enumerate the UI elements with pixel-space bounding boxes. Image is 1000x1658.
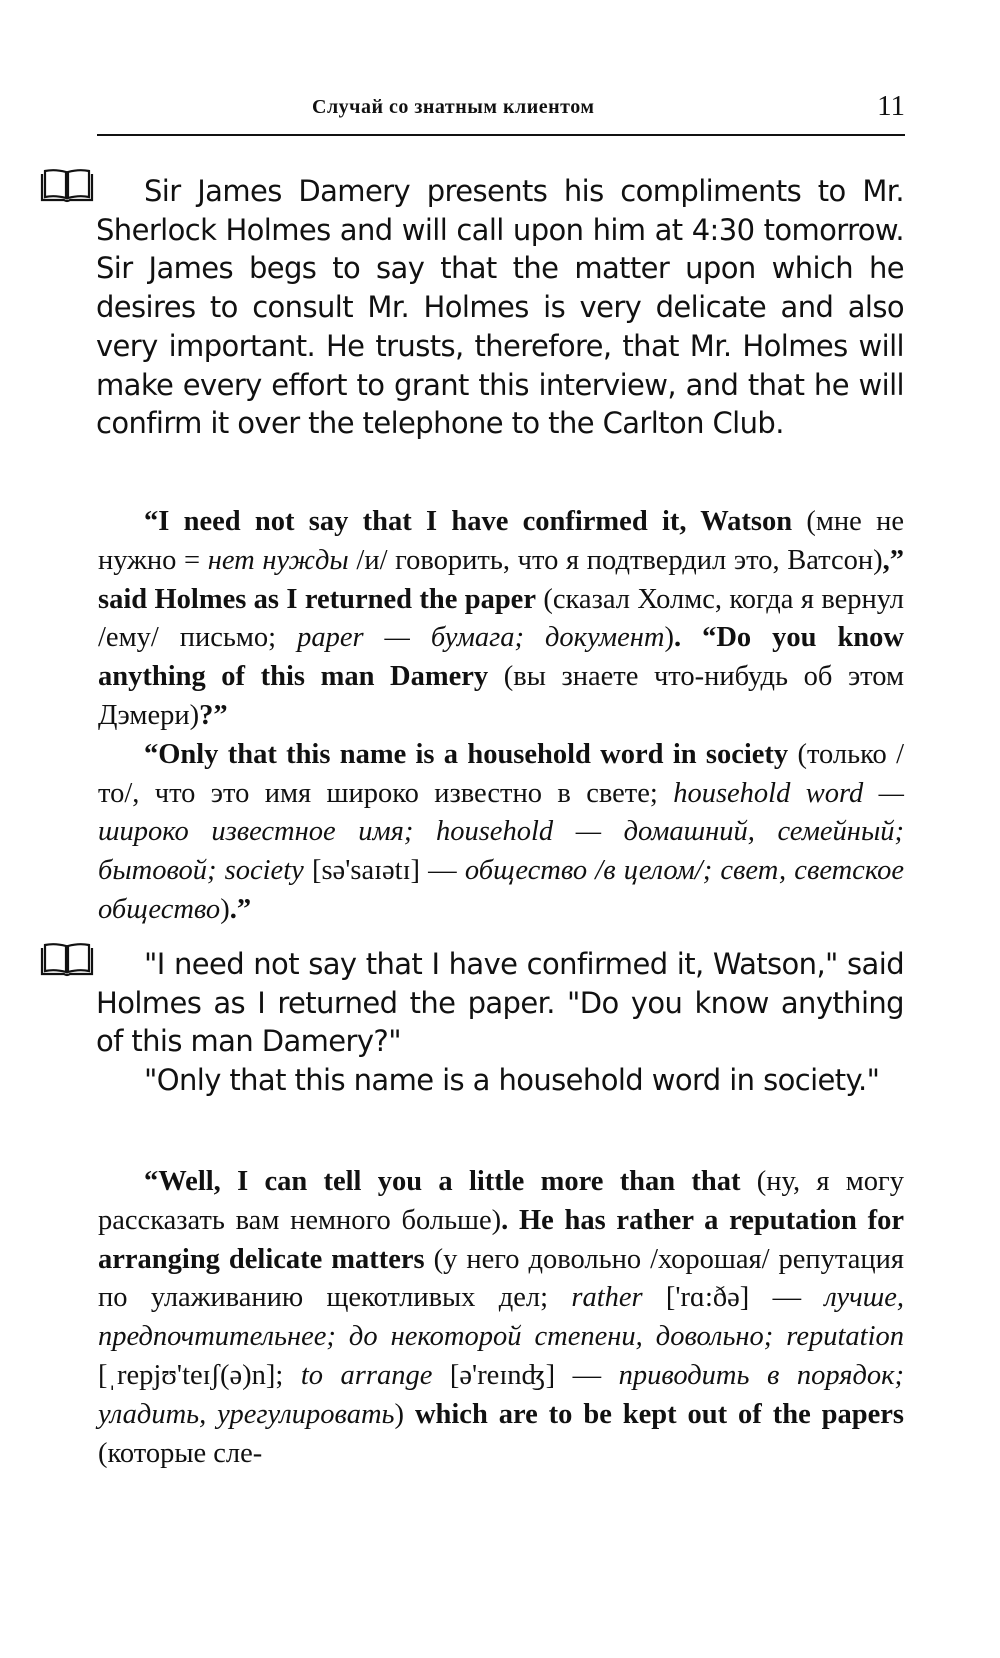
translation-text: (вы знаете что-нибудь об этом Дэмери): [98, 661, 905, 731]
gloss-text: нет нужды: [207, 544, 349, 576]
english-source-text: . He has rather a reputation for arranging delicate matters: [98, 1204, 904, 1275]
page-number: 11: [877, 90, 905, 122]
translation-text: ['rɑ:ðə] —: [642, 1282, 825, 1314]
running-header: [97, 92, 905, 136]
translation-text: (сказал Холмс, когда я вернул /ему/ письмо;: [98, 583, 904, 654]
translation-text: (мне не нужно =: [98, 506, 904, 576]
chapter-title: Случай со знатным клиентом: [312, 96, 595, 118]
english-source-text: “Only that this name is a household word in society: [144, 738, 789, 770]
english-source-text: .”: [229, 893, 252, 925]
annotated-paragraph: [98, 503, 904, 736]
english-source-text: “Well, I can tell you a little more than that: [144, 1166, 741, 1197]
gloss-text: paper — бумага; документ: [297, 622, 665, 654]
translation-text: ): [220, 893, 230, 925]
english-source-text: which are to be kept out of the papers: [414, 1398, 904, 1430]
translation-text: ): [394, 1398, 415, 1430]
gloss-text: rather: [571, 1282, 643, 1314]
translation-text: [ˌrepjʊ'teɪʃ(ə)n];: [98, 1359, 301, 1391]
gloss-text: household word — широко известное имя; household — домашний, семейный; бытовой; society: [98, 777, 904, 887]
english-source-text: ,” said Holmes as I returned the paper: [98, 544, 904, 615]
translation-text: (ну, я могу рассказать вам немного больше): [98, 1166, 904, 1236]
gloss-text: to arrange: [300, 1359, 433, 1391]
original-text-block-1: [96, 172, 904, 443]
gloss-text: общество /в целом/; свет, светское общество: [98, 855, 904, 925]
original-text-block-3: [96, 945, 904, 1100]
translation-text: /и/ говорить, что я подтвердил это, Ватсон): [348, 544, 883, 576]
annotated-paragraph: [98, 736, 904, 930]
english-source-text: ?”: [199, 699, 228, 731]
annotated-text-block-4: [98, 1163, 904, 1473]
translation-text: (только /то/, что это имя широко известно в свете;: [98, 738, 904, 809]
original-text-block-3-line-2: "Only that this name is a household word in society.": [144, 1063, 880, 1098]
original-text-block-3-rest: Holmes as I returned the paper. "Do you know anything of this man Damery?": [96, 985, 904, 1059]
translation-text: (которые сле-: [98, 1437, 263, 1469]
translation-text: ): [664, 622, 674, 654]
original-text-block-1-first-line: Sir James Damery presents his compliments to: [144, 174, 846, 208]
gloss-text: лучше, предпочтительнее; до некоторой степени, довольно; reputation: [98, 1282, 904, 1353]
annotated-paragraph: [98, 1163, 904, 1473]
english-source-text: . “Do you know anything of this man Damery: [98, 622, 904, 693]
open-book-icon: [40, 168, 94, 206]
annotated-text-block-2: [98, 503, 904, 930]
translation-text: (у него довольно /хорошая/ репутация по улаживанию щекотливых дел;: [98, 1243, 904, 1314]
translation-text: [ə'reɪnʤ] —: [432, 1359, 619, 1391]
translation-text: [sə'saɪətɪ] —: [303, 855, 465, 887]
original-text-block-3-first-line: "I need not say that I have confirmed it, Watson," said: [144, 947, 904, 981]
open-book-icon: [40, 942, 94, 980]
original-text-block-1-rest: Mr. Sherlock Holmes and will call upon him at 4:30 tomorrow. Sir James begs to say that the matter upon which he desires to consult Mr. Holmes is very delicate and also very important. He trusts, therefore, that Mr. Holmes will make every effort to grant this interview, and that he will confirm it over the telephone to the Carlton Club.: [96, 174, 905, 441]
gloss-text: приводить в порядок; уладить, урегулировать: [98, 1359, 904, 1430]
english-source-text: “I need not say that I have confirmed it, Watson: [144, 506, 793, 537]
